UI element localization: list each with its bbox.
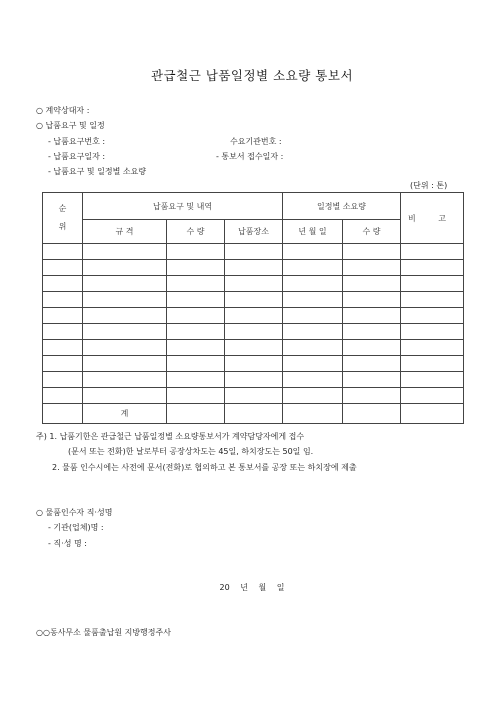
table-row [43, 372, 464, 388]
table-row [43, 356, 464, 372]
agency-number-label: 수요기관번호 : [230, 137, 282, 146]
seq-header-cell [43, 193, 83, 244]
table-row [43, 308, 464, 324]
remarks-header: 비 고 [401, 193, 464, 244]
receiver-name-label: - 직·성 명 : [48, 539, 87, 548]
table-row [43, 276, 464, 292]
table-header-row [43, 193, 464, 220]
request-date-label: - 납품요구일자 : [48, 152, 106, 161]
receiver-heading: ○ 물품인수자 직·성명 [36, 508, 113, 517]
total-row [43, 404, 464, 424]
date-line: 20 년 월 일 [219, 583, 285, 592]
table-row [43, 340, 464, 356]
table-row [43, 324, 464, 340]
table-subheader-row [43, 220, 464, 244]
place-header: 납품장소 [225, 220, 283, 244]
date-header: 년 월 일 [283, 220, 343, 244]
quantity2-header: 수 량 [343, 220, 401, 244]
table-row [43, 260, 464, 276]
table-row [43, 244, 464, 260]
receipt-date-label: - 통보서 접수일자 : [216, 152, 284, 161]
table-row [43, 292, 464, 308]
spec-header: 규 격 [83, 220, 167, 244]
delivery-schedule-label: ○ 납품요구 및 일정 [36, 121, 105, 130]
seq-header-bottom: 위 [58, 222, 67, 231]
total-label: 계 [83, 404, 167, 424]
schedule-table [42, 192, 464, 424]
unit-label: (단위 : 톤) [410, 181, 448, 190]
note-line-1: 주) 1. 납품기한은 관급철근 납품일정별 소요량통보서가 계약담당자에게 접수 [36, 432, 305, 441]
schedule-quantity-label: - 납품요구 및 일정별 소요량 [48, 167, 147, 176]
request-number-label: - 납품요구번호 : [48, 137, 106, 146]
note-line-2: (문서 또는 전화)한 날로부터 공장상차도는 45일, 하치장도는 50일 임. [68, 447, 314, 456]
contract-party-label: ○ 계약상대자 : [36, 106, 90, 115]
receiver-org-label: - 기관(업체)명 : [48, 523, 104, 532]
quantity-header: 수 량 [167, 220, 225, 244]
delivery-details-header: 납품요구 및 내역 [83, 193, 283, 220]
note-line-3: 2. 물품 인수시에는 사전에 문서(전화)로 협의하고 본 통보서를 공장 또는 하치장에 제출 [52, 463, 357, 472]
page-title: 관급철근 납품일정별 소요량 통보서 [150, 68, 354, 83]
footer-signature: ○○동사무소 물품출납원 지방행정주사 [36, 628, 171, 637]
table-row [43, 388, 464, 404]
schedule-quantity-header: 일정별 소요량 [283, 193, 401, 220]
seq-header-top: 순 [58, 204, 67, 213]
